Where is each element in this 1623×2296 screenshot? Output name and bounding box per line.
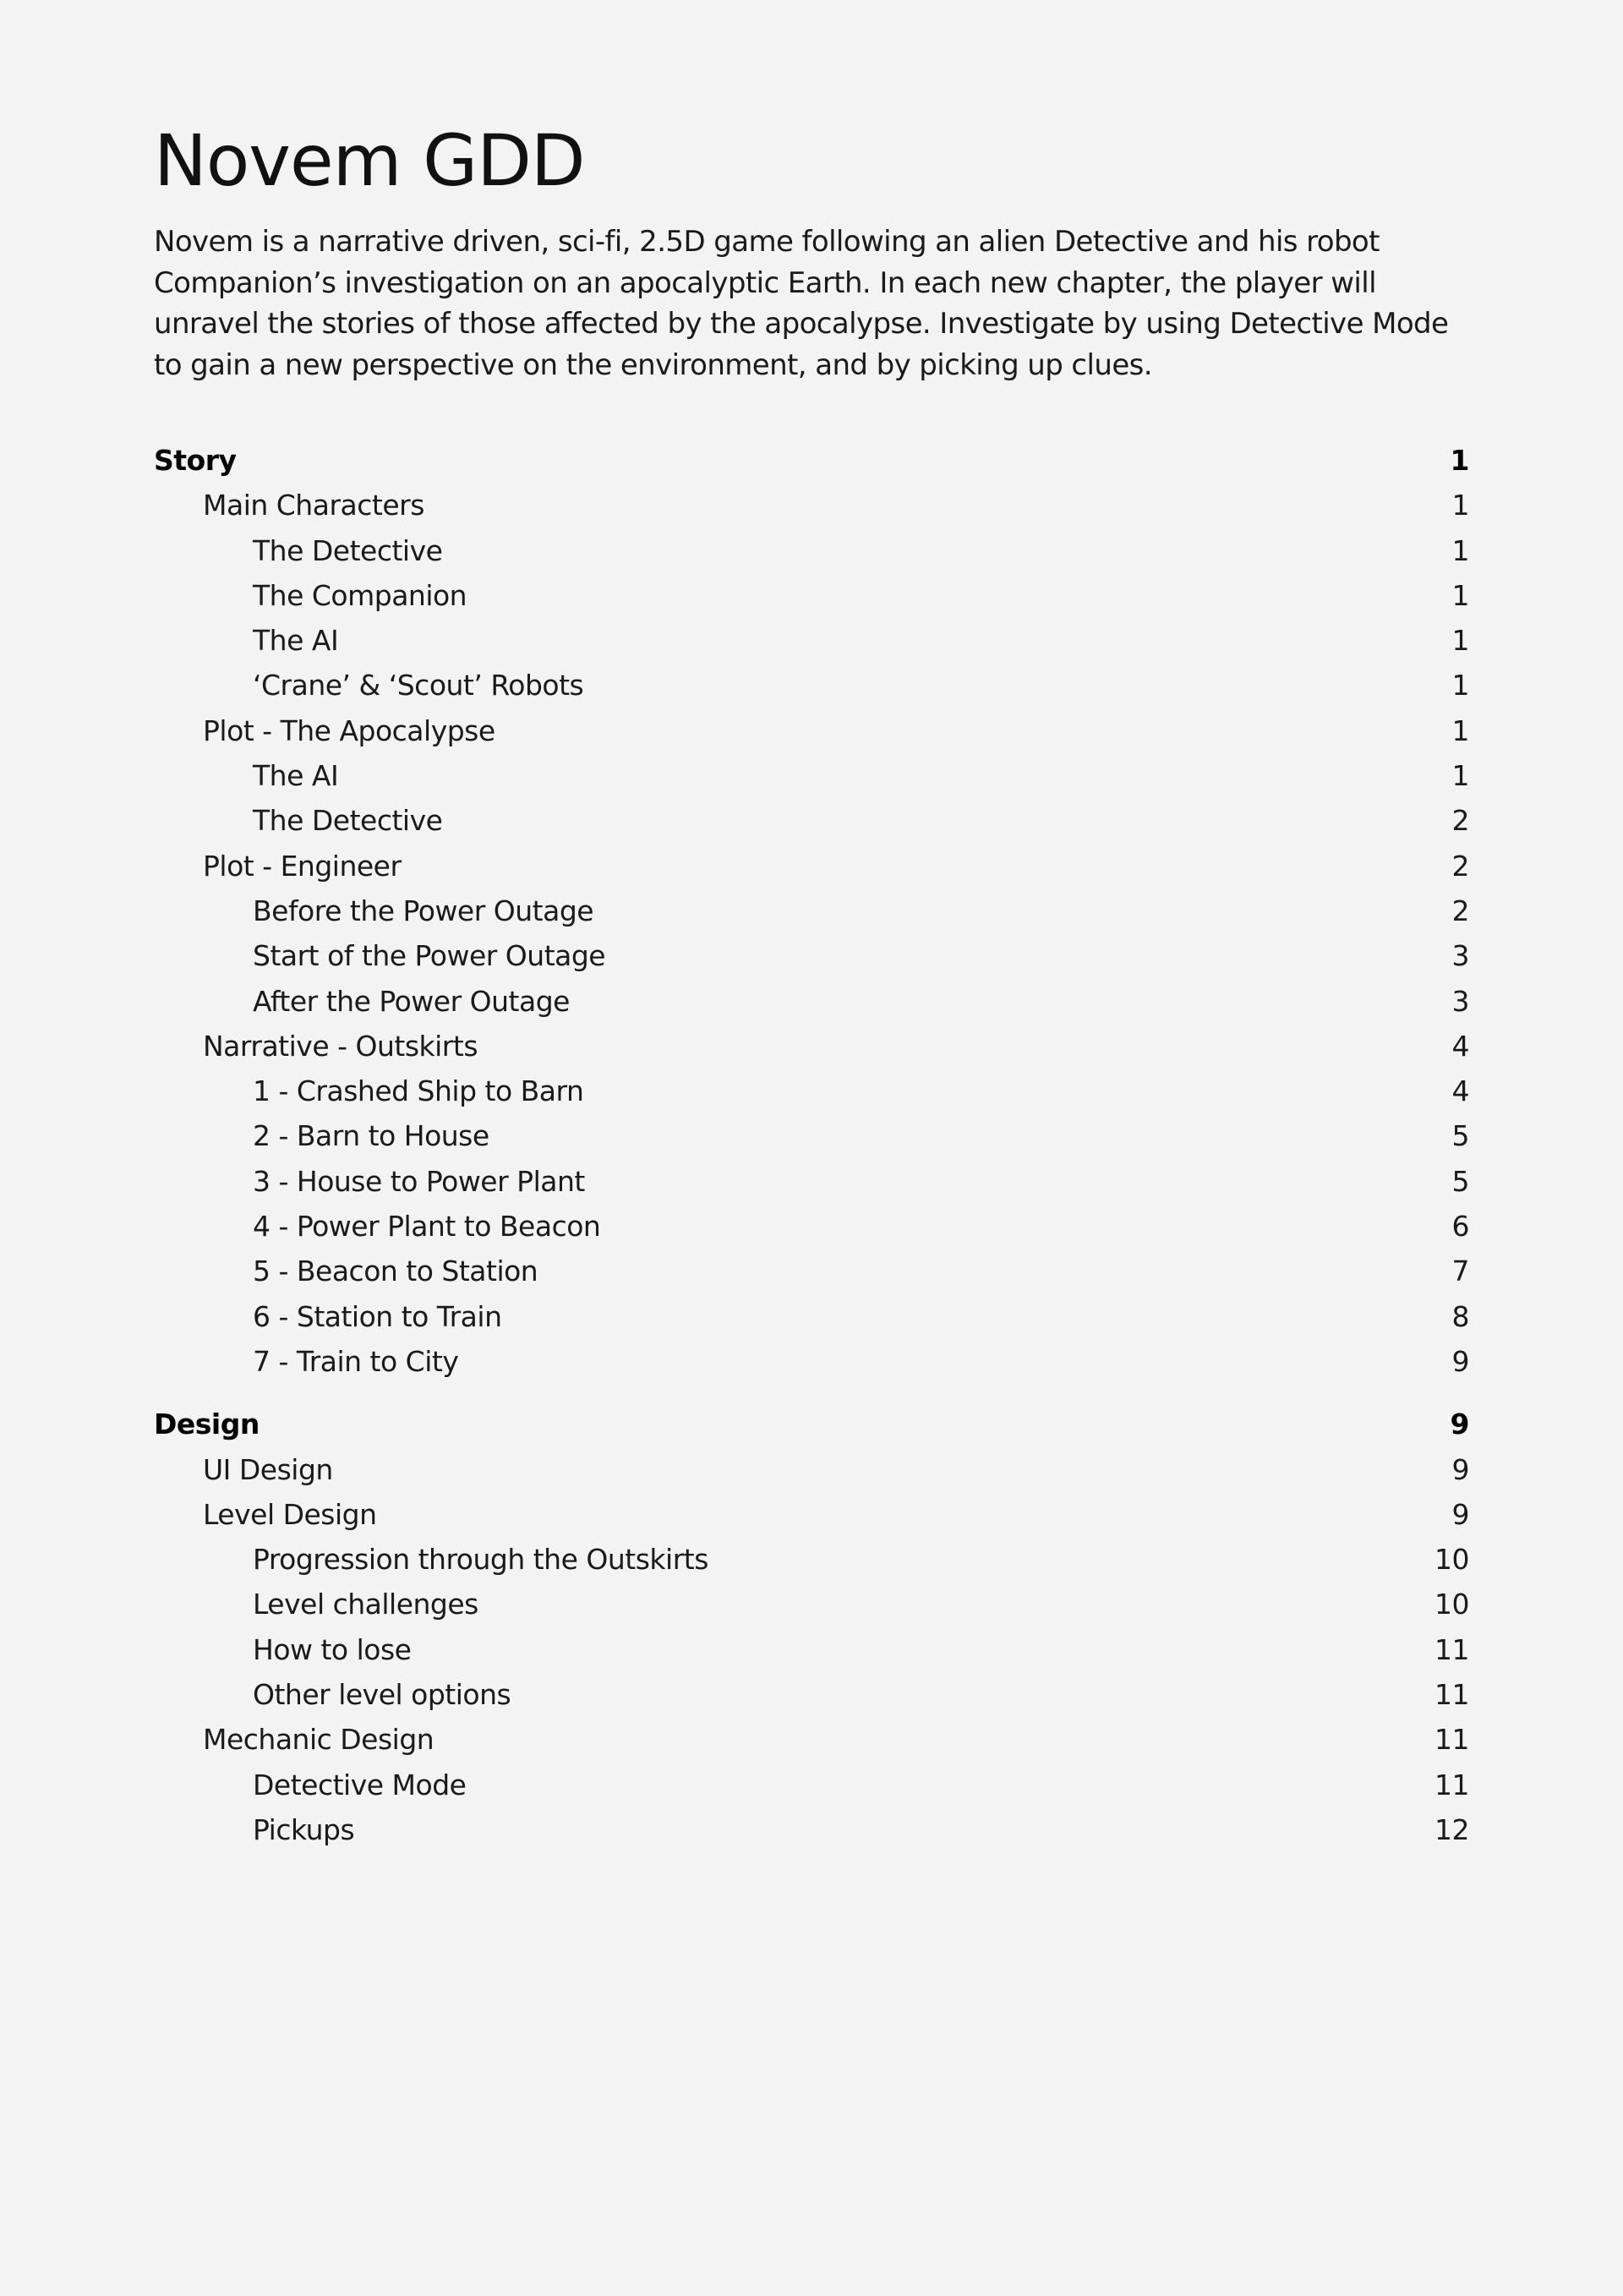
toc-heading-design[interactable] xyxy=(154,1402,1469,1446)
toc-entry-label: Other level options xyxy=(253,1678,511,1712)
toc-entry-progression-outskirts[interactable] xyxy=(154,1537,1469,1582)
toc-entry-label: After the Power Outage xyxy=(253,984,570,1018)
toc-entry-page: 5 xyxy=(1451,1119,1469,1153)
toc-entry-the-detective-2[interactable] xyxy=(154,798,1469,843)
toc-entry-label: Level challenges xyxy=(253,1588,478,1621)
toc-entry-page: 3 xyxy=(1451,984,1469,1018)
toc-entry-level-challenges[interactable] xyxy=(154,1582,1469,1626)
toc-entry-crane-scout-robots[interactable] xyxy=(154,663,1469,708)
toc-heading-page: 1 xyxy=(1450,444,1469,477)
toc-entry-label: Detective Mode xyxy=(253,1768,467,1801)
toc-entry-page: 4 xyxy=(1451,1029,1469,1063)
toc-entry-page: 8 xyxy=(1451,1299,1469,1333)
toc-entry-label: The Detective xyxy=(253,804,443,838)
document-page xyxy=(154,118,1469,1852)
toc-entry-label: ‘Crane’ & ‘Scout’ Robots xyxy=(253,669,584,702)
toc-entry-label: The AI xyxy=(253,624,339,658)
toc-entry-page: 10 xyxy=(1434,1543,1469,1577)
toc-entry-page: 11 xyxy=(1434,1678,1469,1712)
toc-entry-house-to-power-plant[interactable] xyxy=(154,1159,1469,1204)
toc-entry-page: 5 xyxy=(1451,1164,1469,1198)
toc-entry-label: 1 - Crashed Ship to Barn xyxy=(253,1074,584,1108)
toc-entry-label: Plot - Engineer xyxy=(203,849,402,883)
toc-entry-the-detective[interactable] xyxy=(154,528,1469,573)
toc-entry-label: 3 - House to Power Plant xyxy=(253,1164,585,1198)
toc-entry-label: Narrative - Outskirts xyxy=(203,1029,478,1063)
table-of-contents xyxy=(154,438,1469,1852)
toc-entry-page: 12 xyxy=(1434,1812,1469,1846)
toc-entry-page: 2 xyxy=(1451,894,1469,927)
toc-entry-label: Pickups xyxy=(253,1812,355,1846)
toc-entry-page: 1 xyxy=(1451,624,1469,658)
toc-heading-label: Story xyxy=(154,444,237,477)
toc-entry-page: 11 xyxy=(1434,1768,1469,1801)
toc-entry-label: Level Design xyxy=(203,1497,377,1531)
toc-entry-page: 1 xyxy=(1451,759,1469,793)
toc-entry-the-companion[interactable] xyxy=(154,573,1469,618)
toc-entry-label: Progression through the Outskirts xyxy=(253,1543,708,1577)
toc-entry-level-design[interactable] xyxy=(154,1492,1469,1537)
toc-entry-train-to-city[interactable] xyxy=(154,1339,1469,1384)
toc-entry-label: The Detective xyxy=(253,533,443,567)
toc-entry-plot-engineer[interactable] xyxy=(154,844,1469,888)
toc-entry-label: Start of the Power Outage xyxy=(253,939,606,973)
toc-entry-the-ai[interactable] xyxy=(154,618,1469,663)
toc-entry-label: The Companion xyxy=(253,578,467,612)
toc-entry-label: Main Characters xyxy=(203,489,424,522)
toc-entry-start-power-outage[interactable] xyxy=(154,933,1469,978)
toc-section-story xyxy=(154,438,1469,1384)
toc-entry-barn-to-house[interactable] xyxy=(154,1113,1469,1158)
toc-entry-other-level-options[interactable] xyxy=(154,1672,1469,1717)
toc-entry-page: 2 xyxy=(1451,804,1469,838)
toc-entry-label: Plot - The Apocalypse xyxy=(203,713,495,747)
document-intro: Novem is a narrative driven, sci-fi, 2.5D game following an alien Detective and his robot Companion’s investigation on an apocalyptic Earth. In each new chapter, the player will unravel the stories of those affected by the apocalypse. Investigate by using Detective Mode to gain a new perspective on the environment, and by picking up clues. xyxy=(154,225,1449,382)
toc-entry-plot-the-apocalypse[interactable] xyxy=(154,708,1469,753)
toc-entry-mechanic-design[interactable] xyxy=(154,1717,1469,1762)
toc-heading-page: 9 xyxy=(1450,1408,1469,1441)
toc-entry-page: 2 xyxy=(1451,849,1469,883)
document-title: Novem GDD xyxy=(154,119,585,202)
toc-entry-page: 11 xyxy=(1434,1723,1469,1757)
toc-entry-power-plant-to-beacon[interactable] xyxy=(154,1204,1469,1249)
toc-entry-how-to-lose[interactable] xyxy=(154,1627,1469,1672)
toc-entry-label: 4 - Power Plant to Beacon xyxy=(253,1210,601,1244)
toc-entry-page: 7 xyxy=(1451,1255,1469,1288)
toc-entry-label: The AI xyxy=(253,759,339,793)
toc-entry-page: 4 xyxy=(1451,1074,1469,1108)
toc-entry-pickups[interactable] xyxy=(154,1807,1469,1852)
toc-entry-label: UI Design xyxy=(203,1452,333,1486)
toc-entry-before-power-outage[interactable] xyxy=(154,888,1469,933)
toc-entry-label: 5 - Beacon to Station xyxy=(253,1255,538,1288)
toc-entry-page: 1 xyxy=(1451,578,1469,612)
toc-entry-page: 1 xyxy=(1451,713,1469,747)
toc-entry-label: Before the Power Outage xyxy=(253,894,594,927)
toc-entry-page: 6 xyxy=(1451,1210,1469,1244)
toc-entry-page: 9 xyxy=(1451,1344,1469,1378)
toc-entry-station-to-train[interactable] xyxy=(154,1294,1469,1339)
toc-section-design xyxy=(154,1402,1469,1852)
toc-entry-page: 3 xyxy=(1451,939,1469,973)
toc-entry-narrative-outskirts[interactable] xyxy=(154,1024,1469,1069)
toc-entry-label: Mechanic Design xyxy=(203,1723,434,1757)
toc-entry-detective-mode[interactable] xyxy=(154,1763,1469,1807)
toc-entry-the-ai-2[interactable] xyxy=(154,753,1469,798)
toc-entry-after-power-outage[interactable] xyxy=(154,979,1469,1024)
toc-entry-page: 9 xyxy=(1451,1452,1469,1486)
toc-entry-main-characters[interactable] xyxy=(154,483,1469,528)
toc-entry-label: 2 - Barn to House xyxy=(253,1119,489,1153)
toc-heading-label: Design xyxy=(154,1408,260,1441)
toc-entry-crashed-ship-to-barn[interactable] xyxy=(154,1069,1469,1113)
toc-entry-label: How to lose xyxy=(253,1632,412,1666)
toc-entry-ui-design[interactable] xyxy=(154,1447,1469,1492)
toc-heading-story[interactable] xyxy=(154,438,1469,483)
toc-entry-page: 10 xyxy=(1434,1588,1469,1621)
toc-entry-page: 9 xyxy=(1451,1497,1469,1531)
toc-entry-label: 6 - Station to Train xyxy=(253,1299,502,1333)
toc-entry-page: 11 xyxy=(1434,1632,1469,1666)
toc-entry-label: 7 - Train to City xyxy=(253,1344,459,1378)
toc-entry-page: 1 xyxy=(1451,669,1469,702)
toc-entry-beacon-to-station[interactable] xyxy=(154,1249,1469,1293)
toc-entry-page: 1 xyxy=(1451,489,1469,522)
toc-entry-page: 1 xyxy=(1451,533,1469,567)
